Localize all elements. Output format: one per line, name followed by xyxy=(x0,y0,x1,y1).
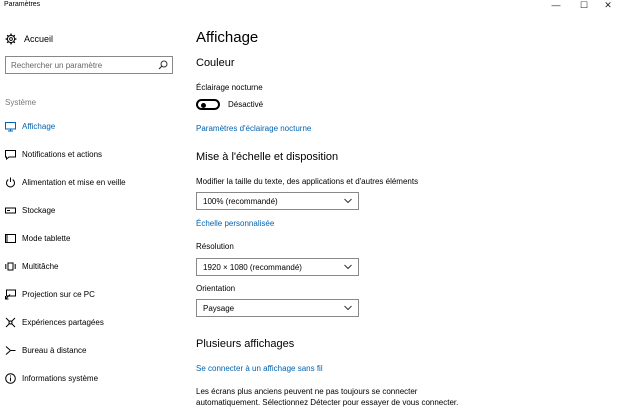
resolution-value: 1920 × 1080 (recommandé) xyxy=(203,263,302,272)
sidebar-item-bureau-a-distance[interactable] xyxy=(0,338,183,362)
message-icon xyxy=(5,149,16,160)
custom-scale-link[interactable]: Échelle personnalisée xyxy=(196,219,275,228)
section-title-scale: Mise à l'échelle et disposition xyxy=(196,151,339,163)
sidebar-item-multitache[interactable] xyxy=(0,254,183,278)
chevron-down-icon xyxy=(344,305,352,311)
scale-size-value: 100% (recommandé) xyxy=(203,197,278,206)
search-box[interactable] xyxy=(5,56,173,74)
section-label: Système xyxy=(5,98,37,107)
sidebar-item-alimentation[interactable] xyxy=(0,170,183,194)
sidebar-item-informations-systeme[interactable] xyxy=(0,366,183,390)
night-light-state: Désactivé xyxy=(228,100,264,109)
resolution-dropdown[interactable] xyxy=(196,258,359,276)
sidebar-item-affichage[interactable] xyxy=(0,114,183,138)
night-light-label: Éclairage nocturne xyxy=(196,83,263,92)
night-light-settings-link[interactable]: Paramètres d'éclairage nocturne xyxy=(196,124,312,133)
sidebar-item-label: Informations système xyxy=(22,373,99,383)
home-link[interactable] xyxy=(5,32,53,46)
title-bar xyxy=(0,0,620,12)
app-title: Paramètres xyxy=(4,1,41,8)
search-icon[interactable] xyxy=(158,60,168,70)
orientation-dropdown[interactable] xyxy=(196,299,359,317)
projection-icon xyxy=(5,289,16,300)
night-light-toggle[interactable] xyxy=(196,99,220,110)
section-title-couleur: Couleur xyxy=(196,57,235,69)
scale-size-dropdown[interactable] xyxy=(196,192,359,210)
sidebar-item-label: Alimentation et mise en veille xyxy=(22,177,126,187)
sidebar-item-label: Bureau à distance xyxy=(22,345,87,355)
minimize-button[interactable]: — xyxy=(551,0,561,10)
home-label: Accueil xyxy=(24,34,54,44)
sidebar-item-projection[interactable] xyxy=(0,282,183,306)
close-button[interactable]: ✕ xyxy=(604,0,612,10)
sidebar-item-label: Mode tablette xyxy=(22,233,71,243)
maximize-button[interactable]: ☐ xyxy=(579,0,589,10)
search-input[interactable] xyxy=(11,59,151,71)
wireless-display-link[interactable]: Se connecter à un affichage sans fil xyxy=(196,364,323,373)
gear-icon xyxy=(5,33,17,45)
sidebar-item-stockage[interactable] xyxy=(0,198,183,222)
sidebar xyxy=(0,12,183,419)
chevron-down-icon xyxy=(344,264,352,270)
sidebar-item-notifications[interactable] xyxy=(0,142,183,166)
multi-display-description: Les écrans plus anciens peuvent ne pas toujours se connecter automatiquement. Sélectionnez Détecter pour essayer de vous connecter. xyxy=(196,387,459,407)
power-icon xyxy=(5,177,16,188)
page-title: Affichage xyxy=(196,29,259,46)
sidebar-item-experiences-partagees[interactable] xyxy=(0,310,183,334)
sidebar-item-label: Projection sur ce PC xyxy=(22,289,95,299)
info-icon xyxy=(5,373,16,384)
sidebar-item-label: Expériences partagées xyxy=(22,317,104,327)
orientation-value: Paysage xyxy=(203,304,235,313)
sidebar-item-label: Notifications et actions xyxy=(22,149,103,159)
tablet-icon xyxy=(5,233,16,244)
toggle-knob xyxy=(201,103,206,108)
resolution-label: Résolution xyxy=(196,242,234,251)
sidebar-item-mode-tablette[interactable] xyxy=(0,226,183,250)
multitask-icon xyxy=(5,261,16,272)
chevron-down-icon xyxy=(344,198,352,204)
storage-icon xyxy=(5,205,16,216)
section-title-multi-display: Plusieurs affichages xyxy=(196,338,295,350)
monitor-icon xyxy=(5,121,16,132)
orientation-label: Orientation xyxy=(196,284,236,293)
scale-size-label: Modifier la taille du texte, des applications et d'autres éléments xyxy=(196,177,419,186)
remote-icon xyxy=(5,345,16,356)
sidebar-item-label: Affichage xyxy=(22,121,56,131)
shared-icon xyxy=(5,317,16,328)
sidebar-item-label: Multitâche xyxy=(22,261,59,271)
main-content xyxy=(196,12,620,419)
sidebar-item-label: Stockage xyxy=(22,205,56,215)
